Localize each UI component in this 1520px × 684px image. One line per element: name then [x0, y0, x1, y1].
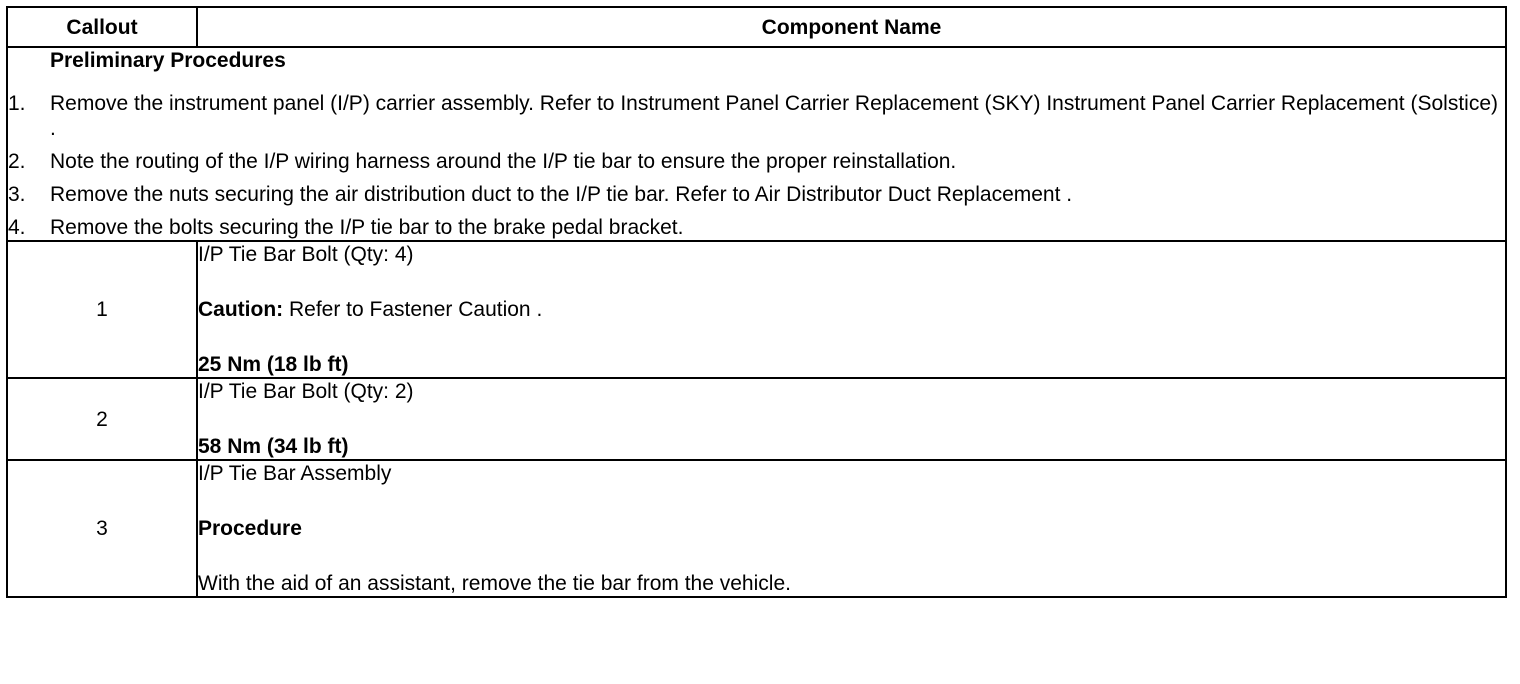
- component-name: I/P Tie Bar Bolt (Qty: 2): [198, 380, 414, 403]
- preliminary-cell: [7, 47, 1506, 241]
- step-number: 1.: [8, 92, 26, 115]
- procedure-table: [6, 6, 1507, 598]
- preliminary-row: [7, 47, 1506, 241]
- caution-label: Caution:: [198, 298, 284, 321]
- component-cell: [197, 460, 1506, 597]
- step-item: [8, 149, 1505, 174]
- step-item: [8, 91, 1505, 141]
- step-text: Remove the instrument panel (I/P) carrier assembly. Refer to Instrument Panel Carrier Replacement (SKY) Instrument Panel Carrier Replacement (Solstice) .: [50, 92, 1498, 140]
- callout-cell: 1: [7, 241, 197, 378]
- step-text: Note the routing of the I/P wiring harness around the I/P tie bar to ensure the proper reinstallation.: [50, 150, 957, 173]
- torque-spec: 25 Nm (18 lb ft): [198, 353, 349, 376]
- preliminary-title: Preliminary Procedures: [50, 49, 286, 72]
- step-text: Remove the bolts securing the I/P tie bar to the brake pedal bracket.: [50, 216, 684, 239]
- caution-text: Refer to Fastener Caution .: [283, 298, 543, 321]
- step-number: 2.: [8, 150, 26, 173]
- step-number: 4.: [8, 216, 26, 239]
- step-text: Remove the nuts securing the air distribution duct to the I/P tie bar. Refer to Air Distributor Duct Replacement .: [50, 183, 1073, 206]
- callout-cell: 2: [7, 378, 197, 460]
- header-row: [7, 7, 1506, 47]
- component-cell: [197, 378, 1506, 460]
- table-row: [7, 460, 1506, 597]
- component-name: I/P Tie Bar Assembly: [198, 462, 392, 485]
- header-component-name: Component Name: [197, 7, 1506, 47]
- component-name: I/P Tie Bar Bolt (Qty: 4): [198, 243, 414, 266]
- header-callout: Callout: [7, 7, 197, 47]
- procedure-label: Procedure: [198, 517, 302, 540]
- step-number: 3.: [8, 183, 26, 206]
- caution-note: [198, 297, 1505, 322]
- table-row: [7, 378, 1506, 460]
- callout-cell: 3: [7, 460, 197, 597]
- table-row: [7, 241, 1506, 378]
- component-cell: [197, 241, 1506, 378]
- preliminary-steps: [8, 91, 1505, 240]
- procedure-text: With the aid of an assistant, remove the tie bar from the vehicle.: [198, 572, 791, 595]
- step-item: [8, 215, 1505, 240]
- step-item: [8, 182, 1505, 207]
- torque-spec: 58 Nm (34 lb ft): [198, 435, 349, 458]
